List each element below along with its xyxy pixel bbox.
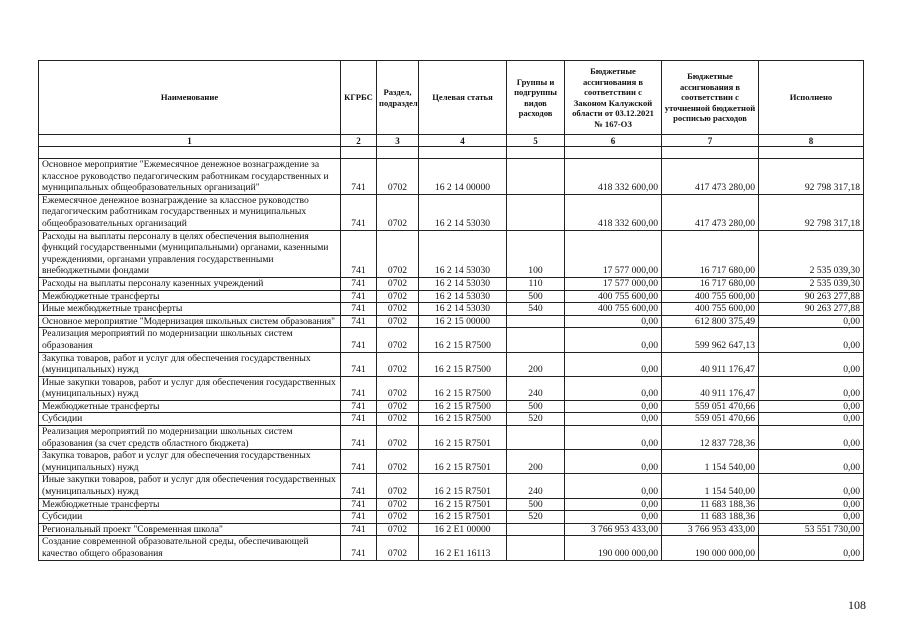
row-refined-amount: 16 717 680,00 (662, 277, 759, 290)
row-target: 16 2 14 53030 (419, 230, 507, 277)
row-executed-amount: 92 798 317,18 (759, 194, 864, 230)
table-row (39, 474, 864, 498)
row-law-amount: 0,00 (565, 498, 662, 511)
row-section: 0702 (377, 511, 419, 524)
row-name: Реализация мероприятий по модернизации школьных систем образования (39, 328, 341, 352)
row-kgrbs: 741 (341, 536, 377, 560)
header-refined: Бюджетные ассигнования в соответствии с уточненной бюджетной росписью расходов (662, 61, 759, 135)
row-executed-amount: 2 535 039,30 (759, 230, 864, 277)
row-refined-amount: 16 717 680,00 (662, 230, 759, 277)
header-executed: Исполнено (759, 61, 864, 135)
row-section: 0702 (377, 426, 419, 450)
table-row (39, 498, 864, 511)
row-kgrbs: 741 (341, 426, 377, 450)
column-number-row (39, 135, 864, 147)
row-law-amount: 0,00 (565, 511, 662, 524)
column-number: 8 (759, 135, 864, 147)
row-kgrbs: 741 (341, 413, 377, 426)
row-target: 16 2 E1 16113 (419, 536, 507, 560)
row-target: 16 2 14 53030 (419, 194, 507, 230)
header-section: Раздел, подраздел (377, 61, 419, 135)
row-name: Расходы на выплаты персоналу казенных учреждений (39, 277, 341, 290)
row-target: 16 2 14 00000 (419, 159, 507, 195)
row-law-amount: 418 332 600,00 (565, 194, 662, 230)
row-target: 16 2 15 R7500 (419, 376, 507, 400)
row-kgrbs: 741 (341, 352, 377, 376)
row-law-amount: 0,00 (565, 413, 662, 426)
row-section: 0702 (377, 328, 419, 352)
row-section: 0702 (377, 400, 419, 413)
row-kgrbs: 741 (341, 511, 377, 524)
row-refined-amount: 40 911 176,47 (662, 352, 759, 376)
row-name: Закупка товаров, работ и услуг для обеспечения государственных (муниципальных) нужд (39, 352, 341, 376)
row-group: 520 (507, 413, 565, 426)
row-section: 0702 (377, 303, 419, 316)
row-group (507, 159, 565, 195)
table-row (39, 376, 864, 400)
row-group: 200 (507, 450, 565, 474)
row-kgrbs: 741 (341, 523, 377, 536)
row-group: 540 (507, 303, 565, 316)
row-law-amount: 0,00 (565, 474, 662, 498)
row-law-amount: 17 577 000,00 (565, 230, 662, 277)
row-target: 16 2 15 R7500 (419, 352, 507, 376)
row-target: 16 2 E1 00000 (419, 523, 507, 536)
table-row (39, 315, 864, 328)
row-target: 16 2 15 R7500 (419, 328, 507, 352)
table-row (39, 290, 864, 303)
row-refined-amount: 11 683 188,36 (662, 498, 759, 511)
row-kgrbs: 741 (341, 194, 377, 230)
row-section: 0702 (377, 230, 419, 277)
row-law-amount: 0,00 (565, 352, 662, 376)
row-target: 16 2 14 53030 (419, 303, 507, 316)
table-row (39, 159, 864, 195)
table-row (39, 400, 864, 413)
row-section: 0702 (377, 413, 419, 426)
table-row (39, 450, 864, 474)
table-row (39, 413, 864, 426)
row-law-amount: 0,00 (565, 426, 662, 450)
row-target: 16 2 14 53030 (419, 290, 507, 303)
row-refined-amount: 3 766 953 433,00 (662, 523, 759, 536)
row-group: 240 (507, 474, 565, 498)
row-executed-amount: 0,00 (759, 426, 864, 450)
column-number: 3 (377, 135, 419, 147)
row-refined-amount: 559 051 470,66 (662, 413, 759, 426)
row-executed-amount: 0,00 (759, 450, 864, 474)
row-law-amount: 190 000 000,00 (565, 536, 662, 560)
row-section: 0702 (377, 450, 419, 474)
row-executed-amount: 90 263 277,88 (759, 290, 864, 303)
table-row (39, 303, 864, 316)
row-executed-amount: 92 798 317,18 (759, 159, 864, 195)
row-law-amount: 0,00 (565, 450, 662, 474)
row-refined-amount: 417 473 280,00 (662, 159, 759, 195)
row-group: 200 (507, 352, 565, 376)
row-name: Межбюджетные трансферты (39, 290, 341, 303)
row-kgrbs: 741 (341, 303, 377, 316)
row-executed-amount: 90 263 277,88 (759, 303, 864, 316)
spacer-row (39, 147, 864, 159)
column-number: 7 (662, 135, 759, 147)
row-law-amount: 3 766 953 433,00 (565, 523, 662, 536)
header-name: Наименование (39, 61, 341, 135)
row-section: 0702 (377, 194, 419, 230)
row-refined-amount: 400 755 600,00 (662, 290, 759, 303)
row-law-amount: 0,00 (565, 376, 662, 400)
table-row (39, 230, 864, 277)
row-group: 500 (507, 400, 565, 413)
row-law-amount: 400 755 600,00 (565, 303, 662, 316)
row-section: 0702 (377, 159, 419, 195)
page-number: 108 (848, 598, 866, 612)
row-target: 16 2 14 53030 (419, 277, 507, 290)
row-name: Иные закупки товаров, работ и услуг для обеспечения государственных (муниципальных) нужд (39, 376, 341, 400)
row-refined-amount: 190 000 000,00 (662, 536, 759, 560)
row-group (507, 426, 565, 450)
row-name: Закупка товаров, работ и услуг для обеспечения государственных (муниципальных) нужд (39, 450, 341, 474)
header-law: Бюджетные ассигнования в соответствии с Законом Калужской области от 03.12.2021 № 167-ОЗ (565, 61, 662, 135)
row-kgrbs: 741 (341, 315, 377, 328)
row-executed-amount: 0,00 (759, 536, 864, 560)
row-executed-amount: 0,00 (759, 400, 864, 413)
row-executed-amount: 0,00 (759, 376, 864, 400)
row-executed-amount: 2 535 039,30 (759, 277, 864, 290)
row-section: 0702 (377, 536, 419, 560)
row-group: 240 (507, 376, 565, 400)
row-executed-amount: 0,00 (759, 498, 864, 511)
row-group: 110 (507, 277, 565, 290)
row-law-amount: 418 332 600,00 (565, 159, 662, 195)
row-name: Расходы на выплаты персоналу в целях обеспечения выполнения функций государственными (муниципальными) органами, казенными учреждениями, органами управления государственными внебюджетными фондами (39, 230, 341, 277)
row-target: 16 2 15 00000 (419, 315, 507, 328)
row-target: 16 2 15 R7501 (419, 450, 507, 474)
row-section: 0702 (377, 498, 419, 511)
table-row (39, 194, 864, 230)
row-kgrbs: 741 (341, 450, 377, 474)
row-target: 16 2 15 R7501 (419, 498, 507, 511)
row-refined-amount: 11 683 188,36 (662, 511, 759, 524)
row-section: 0702 (377, 523, 419, 536)
row-section: 0702 (377, 290, 419, 303)
row-executed-amount: 0,00 (759, 474, 864, 498)
row-kgrbs: 741 (341, 230, 377, 277)
row-group (507, 536, 565, 560)
row-name: Ежемесячное денежное вознаграждение за классное руководство педагогическим работникам государственных и муниципальных общеобразовательных организаций (39, 194, 341, 230)
column-number: 5 (507, 135, 565, 147)
row-group (507, 328, 565, 352)
row-refined-amount: 599 962 647,13 (662, 328, 759, 352)
row-refined-amount: 40 911 176,47 (662, 376, 759, 400)
row-section: 0702 (377, 376, 419, 400)
row-section: 0702 (377, 277, 419, 290)
row-target: 16 2 15 R7501 (419, 474, 507, 498)
row-group (507, 315, 565, 328)
row-name: Межбюджетные трансферты (39, 498, 341, 511)
row-refined-amount: 12 837 728,36 (662, 426, 759, 450)
row-executed-amount: 0,00 (759, 328, 864, 352)
row-name: Основное мероприятие "Модернизация школьных систем образования" (39, 315, 341, 328)
column-number: 6 (565, 135, 662, 147)
row-kgrbs: 741 (341, 376, 377, 400)
row-refined-amount: 612 800 375,49 (662, 315, 759, 328)
row-section: 0702 (377, 474, 419, 498)
row-kgrbs: 741 (341, 159, 377, 195)
row-executed-amount: 0,00 (759, 352, 864, 376)
header-target: Целевая статья (419, 61, 507, 135)
row-target: 16 2 15 R7501 (419, 426, 507, 450)
row-refined-amount: 559 051 470,66 (662, 400, 759, 413)
table-row (39, 511, 864, 524)
row-name: Субсидии (39, 413, 341, 426)
row-kgrbs: 741 (341, 328, 377, 352)
row-executed-amount: 0,00 (759, 511, 864, 524)
row-kgrbs: 741 (341, 290, 377, 303)
row-kgrbs: 741 (341, 498, 377, 511)
row-name: Основное мероприятие "Ежемесячное денежное вознаграждение за классное руководство педагогическим работникам государственных и муниципальных общеобразовательных организаций" (39, 159, 341, 195)
row-name: Региональный проект "Современная школа" (39, 523, 341, 536)
row-name: Межбюджетные трансферты (39, 400, 341, 413)
table-row (39, 277, 864, 290)
row-law-amount: 17 577 000,00 (565, 277, 662, 290)
row-name: Создание современной образовательной среды, обеспечивающей качество общего образования (39, 536, 341, 560)
row-target: 16 2 15 R7500 (419, 400, 507, 413)
row-group: 500 (507, 498, 565, 511)
row-name: Субсидии (39, 511, 341, 524)
row-group: 500 (507, 290, 565, 303)
row-law-amount: 0,00 (565, 315, 662, 328)
row-executed-amount: 0,00 (759, 315, 864, 328)
table-row (39, 536, 864, 560)
row-refined-amount: 1 154 540,00 (662, 450, 759, 474)
row-kgrbs: 741 (341, 277, 377, 290)
row-target: 16 2 15 R7501 (419, 511, 507, 524)
row-section: 0702 (377, 352, 419, 376)
row-group: 100 (507, 230, 565, 277)
row-law-amount: 400 755 600,00 (565, 290, 662, 303)
header-group: Группы и подгруппы видов расходов (507, 61, 565, 135)
row-executed-amount: 53 551 730,00 (759, 523, 864, 536)
table-row (39, 352, 864, 376)
row-section: 0702 (377, 315, 419, 328)
row-group (507, 523, 565, 536)
header-kgrbs: КГРБС (341, 61, 377, 135)
row-name: Иные закупки товаров, работ и услуг для обеспечения государственных (муниципальных) нужд (39, 474, 341, 498)
row-refined-amount: 417 473 280,00 (662, 194, 759, 230)
row-refined-amount: 400 755 600,00 (662, 303, 759, 316)
row-executed-amount: 0,00 (759, 413, 864, 426)
row-kgrbs: 741 (341, 400, 377, 413)
row-refined-amount: 1 154 540,00 (662, 474, 759, 498)
column-number: 4 (419, 135, 507, 147)
budget-table (38, 60, 864, 561)
row-name: Реализация мероприятий по модернизации школьных систем образования (за счет средств областного бюджета) (39, 426, 341, 450)
row-target: 16 2 15 R7500 (419, 413, 507, 426)
table-row (39, 426, 864, 450)
row-group (507, 194, 565, 230)
table-row (39, 328, 864, 352)
column-number: 1 (39, 135, 341, 147)
row-kgrbs: 741 (341, 474, 377, 498)
row-group: 520 (507, 511, 565, 524)
table-row (39, 523, 864, 536)
row-name: Иные межбюджетные трансферты (39, 303, 341, 316)
row-law-amount: 0,00 (565, 400, 662, 413)
row-law-amount: 0,00 (565, 328, 662, 352)
header-row (39, 61, 864, 135)
column-number: 2 (341, 135, 377, 147)
